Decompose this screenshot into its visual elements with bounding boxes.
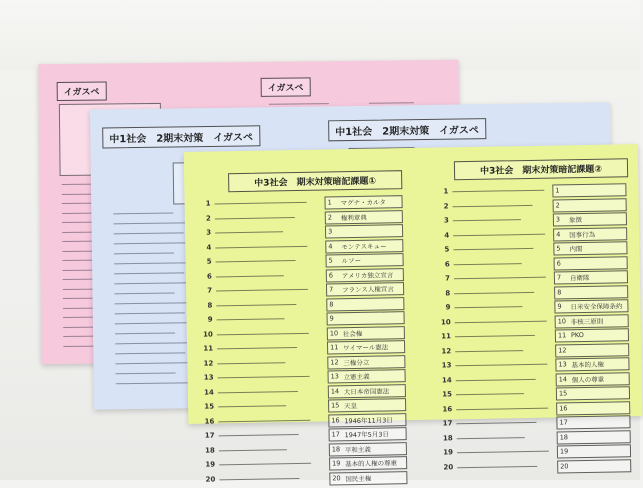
answer-number: 14 xyxy=(330,386,340,395)
question-number: 11 xyxy=(441,332,451,341)
question-number: 4 xyxy=(206,243,212,252)
text-line xyxy=(115,332,175,334)
pink-sheet-title-right: イガスペ xyxy=(261,77,311,97)
question-text-line xyxy=(216,289,308,292)
answer-text: 国民主権 xyxy=(345,474,372,483)
answer-number: 19 xyxy=(559,447,569,456)
answer-number: 18 xyxy=(559,432,569,441)
answer-number: 7 xyxy=(329,285,334,294)
answer-number: 6 xyxy=(328,270,334,279)
question-number: 2 xyxy=(443,201,449,210)
answer-box xyxy=(556,415,630,429)
text-line xyxy=(116,382,196,385)
question-number: 5 xyxy=(206,257,212,266)
question-number: 3 xyxy=(443,216,449,225)
answer-box xyxy=(329,471,407,485)
answer-box xyxy=(326,282,404,296)
question-text-line xyxy=(215,245,307,248)
answer-text: 基本的人権 xyxy=(571,360,605,370)
yellow-sheet-title-left: 中3社会 期末対策暗記課題① xyxy=(228,170,402,192)
question-number: 20 xyxy=(205,474,216,484)
answer-box xyxy=(328,413,406,427)
answer-box xyxy=(557,444,631,458)
question-text-line xyxy=(457,451,549,454)
answer-text: 個人の尊重 xyxy=(571,375,605,384)
question-text-line xyxy=(218,391,298,394)
answer-box xyxy=(556,401,630,415)
answer-number: 16 xyxy=(331,415,340,424)
answer-text: ルソー xyxy=(341,256,362,266)
question-text-line xyxy=(454,291,534,294)
text-line xyxy=(269,103,329,105)
answer-box xyxy=(557,430,631,444)
answer-box xyxy=(326,297,404,311)
question-text-line xyxy=(457,437,525,439)
question-number: 15 xyxy=(204,402,215,411)
answer-text: 大日本帝国憲法 xyxy=(343,386,390,396)
answer-number: 3 xyxy=(328,227,333,236)
answer-box xyxy=(325,224,403,238)
question-number: 2 xyxy=(205,214,211,223)
question-text-line xyxy=(455,335,535,338)
answer-number: 17 xyxy=(331,430,340,439)
question-number: 17 xyxy=(204,431,215,440)
answer-box xyxy=(553,241,627,255)
text-line xyxy=(115,352,185,354)
text-line xyxy=(115,312,185,314)
answer-text: 1946年11月3日 xyxy=(344,415,393,425)
answer-number: 18 xyxy=(331,444,341,453)
question-text-line xyxy=(456,422,536,425)
question-number: 10 xyxy=(440,317,451,327)
answer-text: 平和主義 xyxy=(344,445,371,454)
answer-number: 10 xyxy=(557,316,567,325)
question-number: 16 xyxy=(442,404,453,414)
question-text-line xyxy=(216,275,284,277)
answer-box xyxy=(555,314,629,328)
question-text-line xyxy=(454,306,522,308)
answer-box xyxy=(327,355,405,369)
question-text-line xyxy=(216,260,296,263)
answer-box xyxy=(326,311,404,325)
answer-text: 1947年5月3日 xyxy=(344,430,390,440)
answer-number: 11 xyxy=(557,331,567,340)
answer-number: 2 xyxy=(555,200,560,209)
question-text-line xyxy=(457,465,537,468)
question-number: 19 xyxy=(443,448,454,457)
answer-number: 14 xyxy=(558,374,568,383)
question-number: 7 xyxy=(207,286,213,295)
question-text-line xyxy=(453,219,521,221)
question-number: 8 xyxy=(207,301,213,310)
answer-number: 20 xyxy=(560,461,569,470)
answer-text: 内閣 xyxy=(569,245,583,254)
question-text-line xyxy=(215,231,283,233)
answer-number: 13 xyxy=(558,360,567,369)
answer-box xyxy=(327,326,405,340)
text-line xyxy=(115,342,195,345)
answer-text: PKO xyxy=(570,331,584,340)
text-line xyxy=(114,272,184,274)
question-text-line xyxy=(454,277,546,280)
answer-box xyxy=(556,386,630,400)
question-number: 9 xyxy=(445,303,451,312)
answer-number: 9 xyxy=(329,314,334,323)
answer-box xyxy=(326,268,404,282)
question-text-line xyxy=(219,449,287,451)
question-number: 15 xyxy=(442,390,453,399)
answer-box xyxy=(555,343,629,357)
pink-sheet-title-left: イガスペ xyxy=(57,81,107,101)
answer-number: 12 xyxy=(558,345,567,354)
question-text-line xyxy=(218,419,310,422)
question-number: 7 xyxy=(444,274,450,283)
answer-number: 15 xyxy=(558,389,568,398)
answer-number: 19 xyxy=(332,459,341,468)
question-number: 13 xyxy=(203,373,214,382)
text-line xyxy=(114,252,174,254)
question-number: 16 xyxy=(204,416,215,426)
answer-text: 権利章典 xyxy=(340,213,367,222)
answer-box xyxy=(324,195,402,209)
answer-text: 社会権 xyxy=(342,329,363,338)
answer-text: 三権分立 xyxy=(343,358,370,367)
answer-box xyxy=(329,442,407,456)
answer-text: 日米安全保障条約 xyxy=(570,302,623,312)
answer-number: 15 xyxy=(331,401,340,410)
answer-text: マグナ・カルタ xyxy=(340,198,386,208)
question-number: 6 xyxy=(206,272,212,281)
text-line xyxy=(114,292,174,294)
answer-box xyxy=(553,198,627,212)
answer-box xyxy=(553,227,627,241)
answer-number: 20 xyxy=(332,473,341,482)
question-text-line xyxy=(215,217,295,220)
question-number: 19 xyxy=(205,460,216,469)
answer-text: 自衛隊 xyxy=(569,273,590,283)
question-text-line xyxy=(216,304,296,307)
answer-text: 天皇 xyxy=(344,401,358,411)
yellow-right-question-list xyxy=(434,182,639,475)
question-text-line xyxy=(456,407,548,410)
answer-text: 国事行為 xyxy=(569,230,596,239)
text-line xyxy=(114,232,184,234)
answer-text: フランス人権宣言 xyxy=(342,285,394,295)
question-text-line xyxy=(218,376,310,379)
question-text-line xyxy=(218,405,286,407)
question-number: 20 xyxy=(443,462,454,471)
answer-number: 17 xyxy=(559,418,568,427)
answer-box xyxy=(328,398,406,412)
answer-box xyxy=(554,270,628,284)
question-text-line xyxy=(219,478,299,481)
question-number: 18 xyxy=(205,445,215,455)
question-text-line xyxy=(217,332,309,335)
answer-number: 11 xyxy=(330,343,339,352)
answer-number: 5 xyxy=(328,256,333,265)
answer-number: 4 xyxy=(556,229,561,238)
text-line xyxy=(114,262,194,265)
answer-number: 7 xyxy=(556,273,562,282)
question-text-line xyxy=(219,434,299,437)
question-text-line xyxy=(215,202,307,205)
answer-number: 1 xyxy=(327,198,332,207)
answer-box xyxy=(325,210,403,224)
question-number: 9 xyxy=(207,315,213,324)
answer-box xyxy=(328,384,406,398)
question-number: 4 xyxy=(444,230,450,239)
question-text-line xyxy=(453,233,545,236)
question-number: 3 xyxy=(206,228,212,237)
question-text-line xyxy=(455,320,547,323)
answer-number: 1 xyxy=(555,186,560,195)
question-number: 8 xyxy=(445,288,451,297)
answer-box xyxy=(329,456,407,470)
answer-box xyxy=(327,340,405,354)
answer-number: 5 xyxy=(556,244,561,253)
question-number: 5 xyxy=(444,245,450,254)
question-row xyxy=(201,470,407,488)
answer-box xyxy=(552,183,626,197)
question-text-line xyxy=(217,318,285,320)
answer-number: 9 xyxy=(557,302,562,311)
yellow-worksheet xyxy=(184,144,643,484)
question-text-line xyxy=(453,248,533,251)
answer-number: 12 xyxy=(330,357,339,366)
answer-text: 基本的人権の尊重 xyxy=(345,459,398,469)
question-number: 14 xyxy=(204,387,214,397)
answer-number: 2 xyxy=(327,212,333,221)
question-number: 6 xyxy=(444,259,450,268)
answer-number: 8 xyxy=(329,299,334,308)
answer-number: 3 xyxy=(555,215,561,224)
question-text-line xyxy=(219,463,311,466)
question-text-line xyxy=(453,204,533,207)
question-text-line xyxy=(452,190,544,193)
answer-box xyxy=(557,459,631,473)
question-number: 1 xyxy=(205,199,211,208)
question-text-line xyxy=(456,393,524,395)
answer-box xyxy=(325,239,403,253)
answer-box xyxy=(555,328,629,342)
answer-number: 8 xyxy=(557,287,562,296)
yellow-left-question-list xyxy=(196,194,407,488)
text-line xyxy=(115,302,195,305)
question-number: 17 xyxy=(442,419,453,428)
answer-text: モンテスキュー xyxy=(341,241,387,251)
answer-box xyxy=(554,299,628,313)
answer-box xyxy=(554,285,628,299)
blue-sheet-title-left: 中1社会 2期末対策 イガスペ xyxy=(102,125,260,148)
blue-sheet-title-right: 中1社会 2期末対策 イガスペ xyxy=(328,118,486,141)
answer-text: 象徴 xyxy=(568,216,582,225)
text-line xyxy=(114,222,194,225)
answer-box xyxy=(325,253,403,267)
answer-box xyxy=(555,357,629,371)
answer-box xyxy=(329,427,407,441)
answer-number: 6 xyxy=(556,258,561,267)
question-text-line xyxy=(455,350,523,352)
question-text-line xyxy=(456,378,536,381)
answer-number: 16 xyxy=(559,403,568,412)
question-number: 1 xyxy=(443,187,449,196)
answer-text: 立憲主義 xyxy=(343,372,370,382)
answer-box xyxy=(554,256,628,270)
question-number: 18 xyxy=(442,433,453,443)
question-number: 10 xyxy=(203,330,213,339)
background-wall xyxy=(0,0,640,70)
yellow-sheet-title-right: 中3社会 期末対策暗記課題② xyxy=(454,158,628,180)
answer-number: 10 xyxy=(329,328,339,337)
answer-text: ワイマール憲法 xyxy=(343,343,389,353)
text-line xyxy=(369,102,414,104)
text-line xyxy=(113,212,173,214)
question-text-line xyxy=(454,263,522,265)
answer-box xyxy=(553,212,627,226)
answer-box xyxy=(327,369,405,383)
text-line xyxy=(116,372,176,374)
question-number: 11 xyxy=(203,344,214,353)
question-text-line xyxy=(217,347,297,350)
question-text-line xyxy=(455,364,547,367)
answer-number: 13 xyxy=(330,372,339,381)
question-number: 12 xyxy=(203,358,214,368)
answer-text: アメリカ独立宣言 xyxy=(341,270,394,280)
question-number: 12 xyxy=(441,346,452,356)
question-number: 14 xyxy=(441,375,452,385)
answer-number: 4 xyxy=(328,241,333,250)
question-number: 13 xyxy=(441,361,452,370)
answer-text: 非核三原則 xyxy=(570,317,604,326)
answer-box xyxy=(556,372,630,386)
question-text-line xyxy=(217,362,285,364)
